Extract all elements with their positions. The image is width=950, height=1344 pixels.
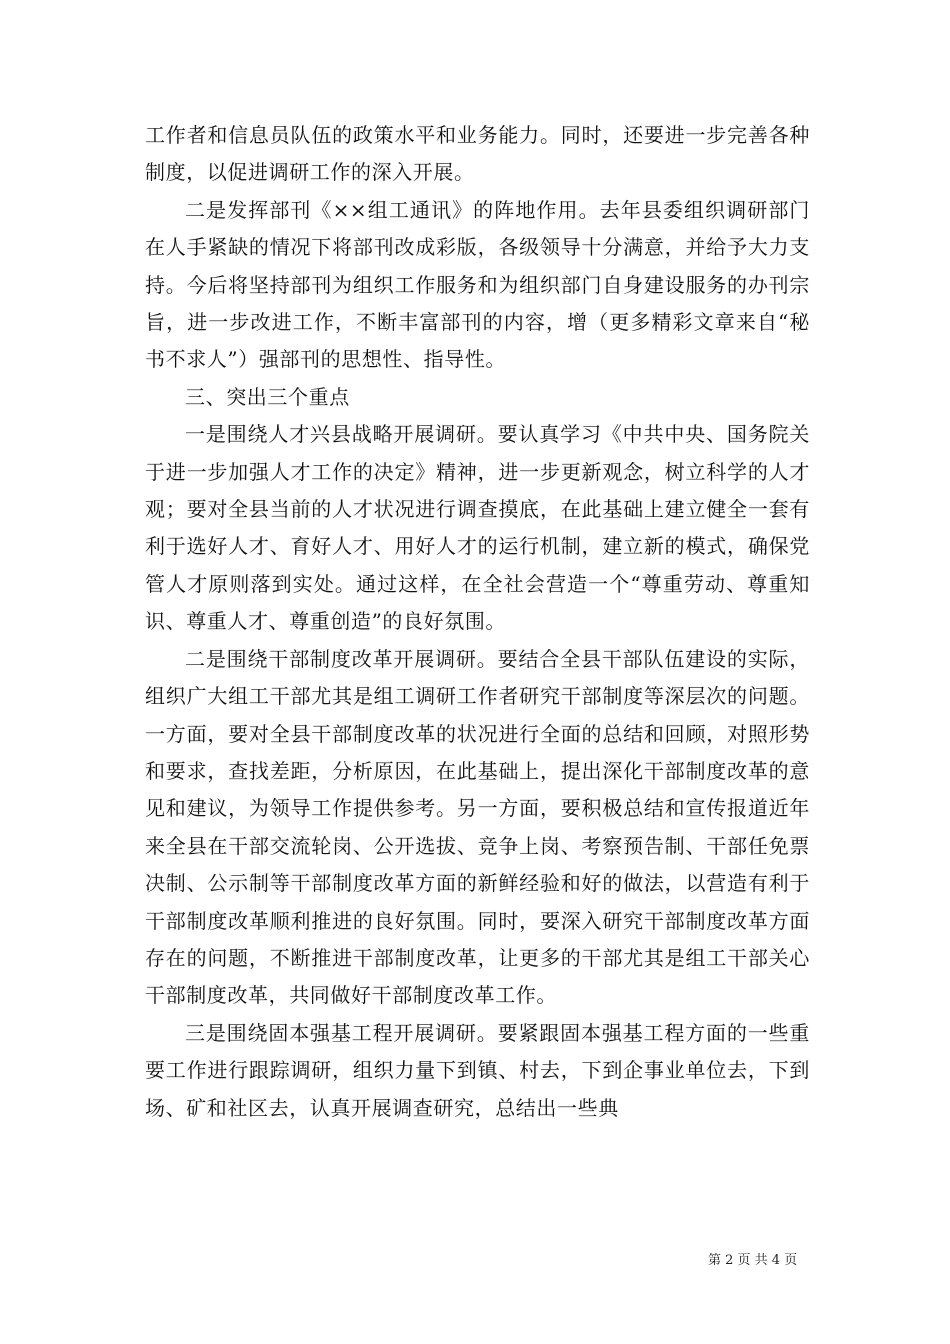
section-heading: 三、突出三个重点 xyxy=(185,384,350,409)
document-body xyxy=(145,117,810,1127)
paragraph-4: 二是围绕干部制度改革开展调研。要结合全县干部队伍建设的实际，组织广大组工干部尤其是组工调研工作者研究干部制度等深层次的问题。一方面，要对全县干部制度改革的状况进行全面的总结和回顾，对照形势和要求，查找差距，分析原因，在此基础上，提出深化干部制度改革的意见和建议，为领导工作提供参考。另一方面，要积极总结和宣传报道近年来全县在干部交流轮岗、公开选拔、竞争上岗、考察预告制、干部任免票决制、公示制等干部制度改革方面的新鲜经验和好的做法，以营造有利于干部制度改革顺利推进的良好氛围。同时，要深入研究干部制度改革方面存在的问题，不断推进干部制度改革，让更多的干部尤其是组工干部关心干部制度改革，共同做好干部制度改革工作。 xyxy=(145,646,810,1008)
page-number-footer: 第 2 页 共 4 页 xyxy=(708,1253,798,1268)
paragraph-1: 工作者和信息员队伍的政策水平和业务能力。同时，还要进一步完善各种制度，以促进调研工作的深入开展。 xyxy=(145,123,810,185)
paragraph-5: 三是围绕固本强基工程开展调研。要紧跟固本强基工程方面的一些重要工作进行跟踪调研，组织力量下到镇、村去，下到企事业单位去，下到场、矿和社区去，认真开展调查研究，总结出一些典 xyxy=(145,1020,810,1120)
paragraph-2: 二是发挥部刊《××组工通讯》的阵地作用。去年县委组织调研部门在人手紧缺的情况下将部刊改成彩版，各级领导十分满意，并给予大力支持。今后将坚持部刊为组织工作服务和为组织部门自身建设服务的办刊宗旨，进一步改进工作，不断丰富部刊的内容，增（更多精彩文章来自“秘书不求人”）强部刊的思想性、指导性。 xyxy=(145,197,810,372)
paragraph-3: 一是围绕人才兴县战略开展调研。要认真学习《中共中央、国务院关于进一步加强人才工作的决定》精神，进一步更新观念，树立科学的人才观；要对全县当前的人才状况进行调查摸底，在此基础上建立健全一套有利于选好人才、育好人才、用好人才的运行机制，建立新的模式，确保党管人才原则落到实处。通过这样，在全社会营造一个“尊重劳动、尊重知识、尊重人才、尊重创造”的良好氛围。 xyxy=(145,422,810,634)
